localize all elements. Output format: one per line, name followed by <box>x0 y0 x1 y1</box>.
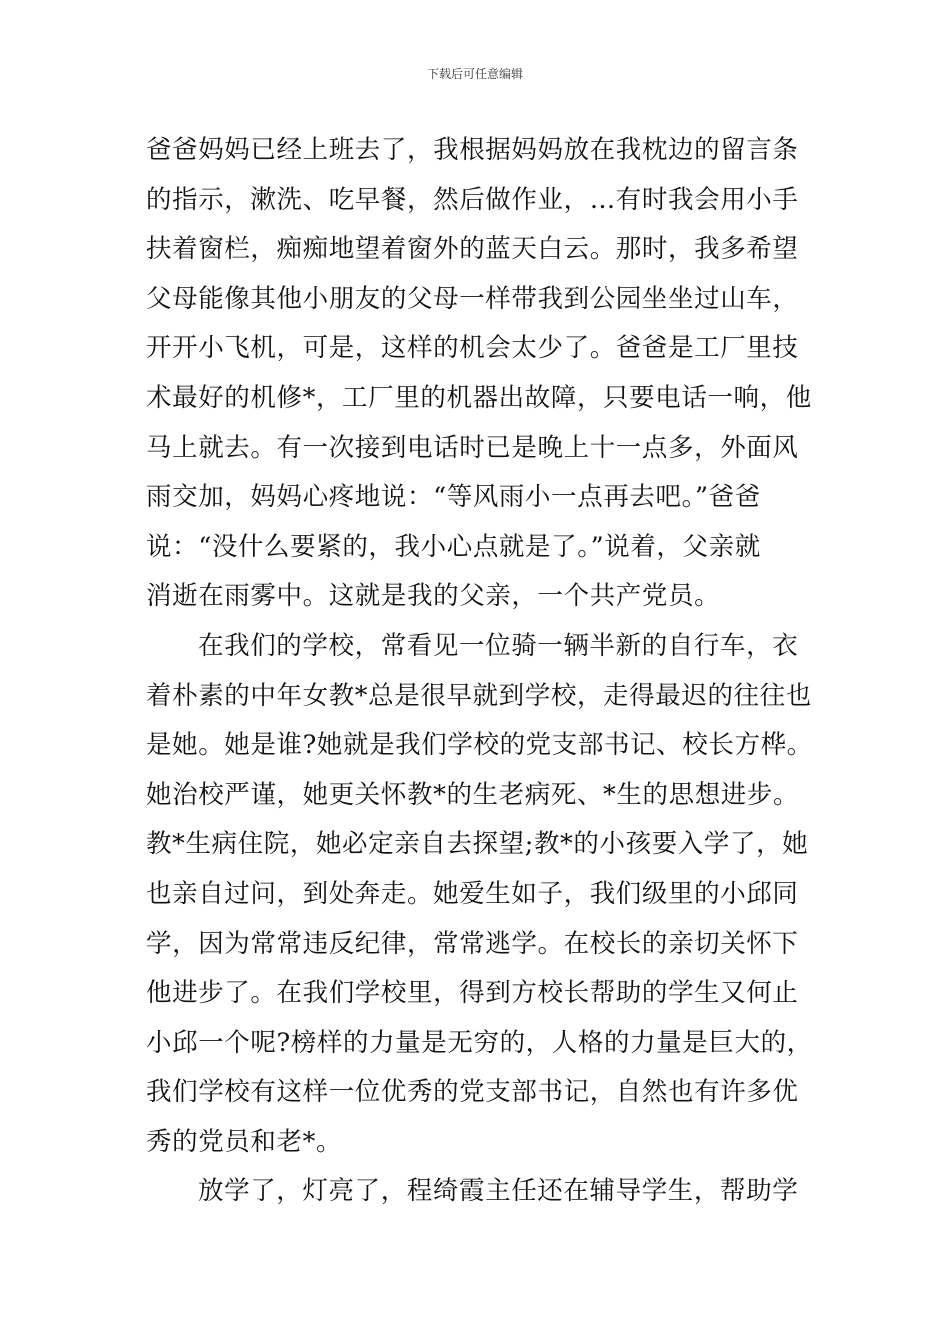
page-header: 下载后可任意编辑 <box>426 67 523 81</box>
text-line: 的指示，漱洗、吃早餐，然后做作业，…有时我会用小手 <box>146 184 799 215</box>
text-line: 马上就去。有一次接到电话时已是晚上十一点多，外面风 <box>146 432 799 463</box>
text-line: 也亲自过问，到处奔走。她爱生如子，我们级里的小邱同 <box>146 878 799 909</box>
text-line: 爸爸妈妈已经上班去了，我根据妈妈放在我枕边的留言条 <box>146 135 799 165</box>
text-line: 着朴素的中年女教*总是很早就到学校，走得最迟的往往也 <box>146 680 812 711</box>
text-line: 雨交加，妈妈心疼地说：“等风雨小一点再去吧。”爸爸 <box>146 482 761 513</box>
text-line: 在我们的学校，常看见一位骑一辆半新的自行车，衣 <box>198 630 799 661</box>
text-line: 术最好的机修*，工厂里的机器出故障，只要电话一响，他 <box>146 382 812 413</box>
text-line: 她治校严谨，她更关怀教*的生老病死、*生的思想进步。 <box>146 779 800 810</box>
text-line: 消逝在雨雾中。这就是我的父亲，一个共产党员。 <box>146 581 721 612</box>
text-line: 小邱一个呢?榜样的力量是无穷的，人格的力量是巨大的， <box>146 1027 813 1058</box>
text-line: 父母能像其他小朋友的父母一样带我到公园坐坐过山车， <box>146 283 799 314</box>
text-line: 他进步了。在我们学校里，得到方校长帮助的学生又何止 <box>146 978 799 1009</box>
text-line: 扶着窗栏，痴痴地望着窗外的蓝天白云。那时，我多希望 <box>146 234 799 265</box>
text-line: 我们学校有这样一位优秀的党支部书记，自然也有许多优 <box>146 1077 799 1108</box>
text-line: 放学了，灯亮了，程绮霞主任还在辅导学生，帮助学 <box>198 1176 799 1207</box>
document-body <box>146 126 813 1217</box>
text-line: 开开小飞机，可是，这样的机会太少了。爸爸是工厂里技 <box>146 333 799 364</box>
text-line: 秀的党员和老*。 <box>146 1126 343 1157</box>
text-line: 学，因为常常违反纪律，常常逃学。在校长的亲切关怀下 <box>146 928 799 959</box>
text-line: 教*生病住院，她必定亲自去探望;教*的小孩要入学了，她 <box>146 829 809 860</box>
text-line: 是她。她是谁?她就是我们学校的党支部书记、校长方桦。 <box>146 730 813 761</box>
text-line: 说：“没什么要紧的，我小心点就是了。”说着，父亲就 <box>146 531 761 562</box>
